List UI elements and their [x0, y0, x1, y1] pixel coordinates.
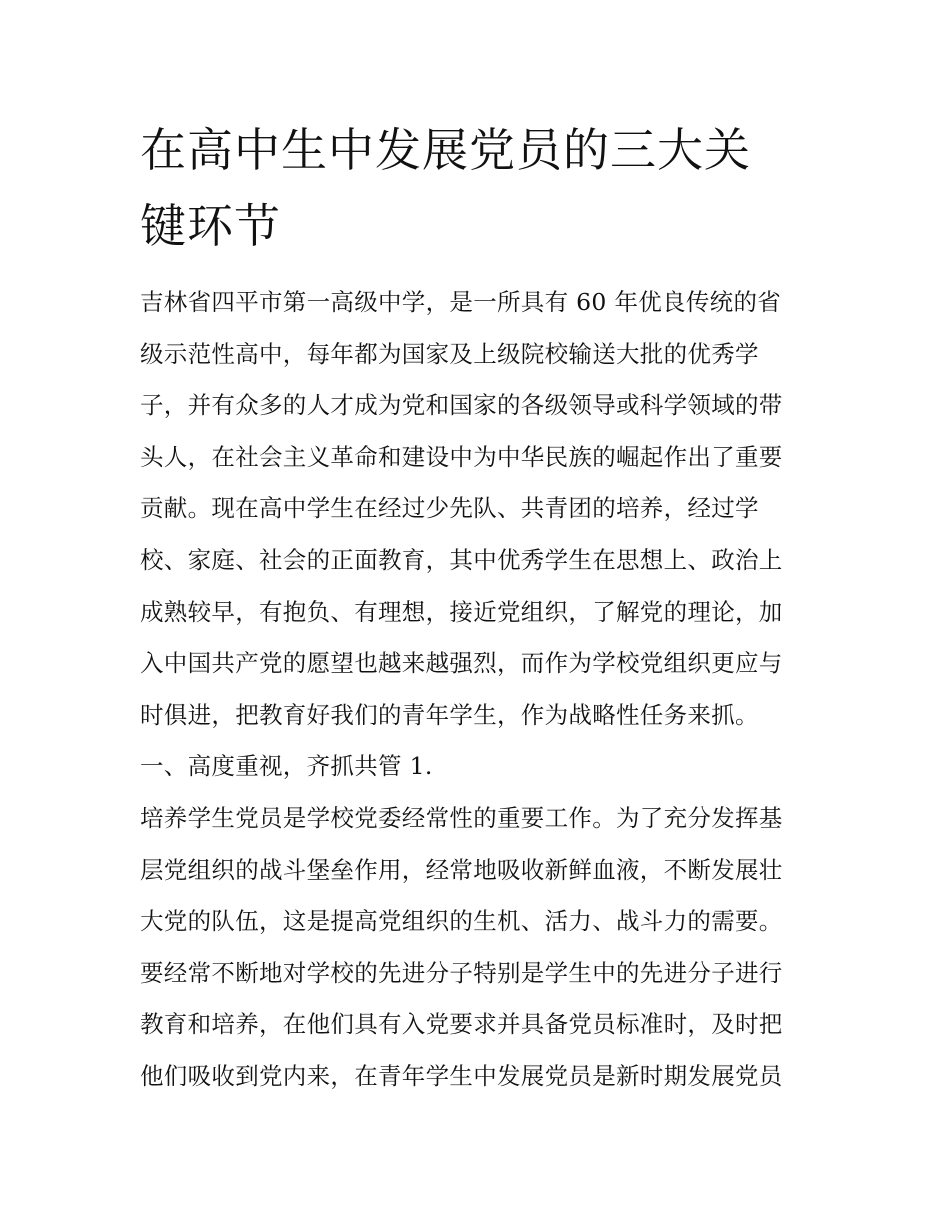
body-line: 他们吸收到党内来，在青年学生中发展党员是新时期发展党员	[140, 1061, 783, 1090]
body-line: 时俱进，把教育好我们的青年学生，作为战略性任务来抓。	[140, 700, 759, 729]
body-line: 入中国共产党的愿望也越来越强烈，而作为学校党组织更应与	[140, 649, 783, 678]
body-line: 校、家庭、社会的正面教育，其中优秀学生在思想上、政治上	[140, 545, 783, 574]
document-body	[140, 282, 820, 1108]
body-line: 成熟较早，有抱负、有理想，接近党组织，了解党的理论，加	[140, 597, 783, 626]
body-line: 要经常不断地对学校的先进分子特别是学生中的先进分子进行	[140, 958, 783, 987]
body-line: 吉林省四平市第一高级中学，是一所具有 60 年优良传统的省	[140, 288, 782, 316]
section-heading: 一、高度重视，齐抓共管 1.	[140, 752, 433, 781]
body-line: 子，并有众多的人才成为党和国家的各级领导或科学领域的带	[140, 391, 783, 420]
body-line: 培养学生党员是学校党委经常性的重要工作。为了充分发挥基	[140, 803, 783, 832]
title-line: 键环节	[140, 199, 281, 253]
document-title	[140, 112, 820, 264]
title-line: 在高中生中发展党员的三大关	[140, 123, 751, 177]
body-line: 贡献。现在高中学生在经过少先队、共青团的培养，经过学	[140, 494, 759, 523]
body-line: 头人，在社会主义革命和建设中为中华民族的崛起作出了重要	[140, 442, 783, 471]
body-line: 级示范性高中，每年都为国家及上级院校输送大批的优秀学	[140, 339, 759, 368]
body-line: 大党的队伍，这是提高党组织的生机、活力、战斗力的需要。	[140, 907, 783, 936]
body-line: 层党组织的战斗堡垒作用，经常地吸收新鲜血液，不断发展壮	[140, 855, 783, 884]
body-line: 教育和培养，在他们具有入党要求并具备党员标准时，及时把	[140, 1010, 783, 1039]
